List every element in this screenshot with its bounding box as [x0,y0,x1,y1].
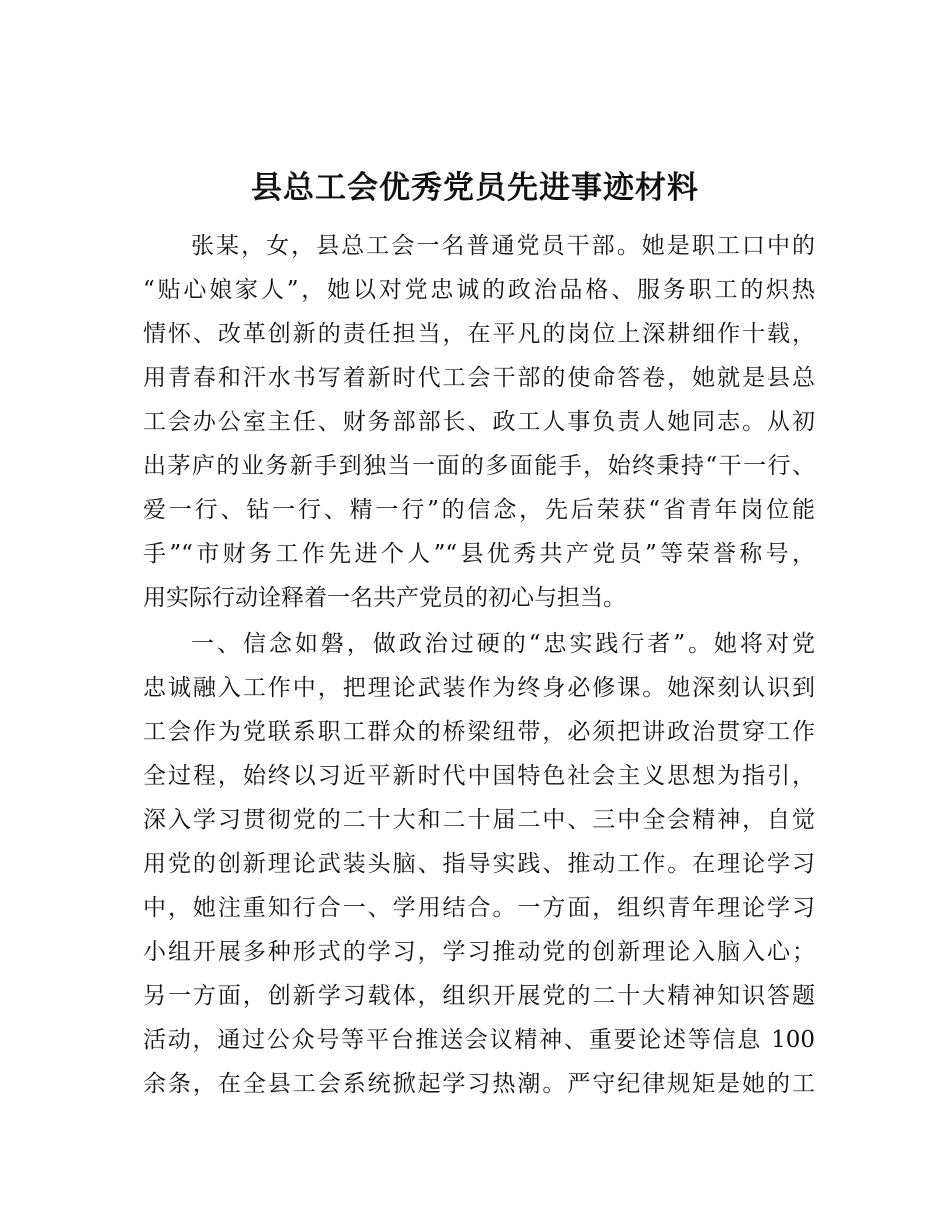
paragraph-line: 爱一行、钻一行、精一行”的信念，先后荣获“省青年岗位能 [143,497,815,523]
paragraph-line: 用实际行动诠释着一名共产党员的初心与担当。 [143,585,626,611]
paragraph-line: 工会办公室主任、财务部部长、政工人事负责人她同志。从初 [143,409,815,435]
paragraph-line: 一、信念如磐，做政治过硬的“忠实践行者”。她将对党 [191,631,815,657]
paragraph-line: 用党的创新理论武装头脑、指导实践、推动工作。在理论学习 [143,851,815,877]
paragraph-line: 全过程，始终以习近平新时代中国特色社会主义思想为指引， [143,763,815,789]
paragraph-line: 深入学习贯彻党的二十大和二十届二中、三中全会精神，自觉 [143,807,815,833]
paragraph-line: 中，她注重知行合一、学用结合。一方面，组织青年理论学习 [143,895,815,921]
paragraph-line: 用青春和汗水书写着新时代工会干部的使命答卷，她就是县总 [143,365,815,391]
paragraph-line: 手”“市财务工作先进个人”“县优秀共产党员”等荣誉称号， [143,541,815,567]
paragraph-line: 张某，女，县总工会一名普通党员干部。她是职工口中的 [191,233,815,259]
paragraph-line: 情怀、改革创新的责任担当，在平凡的岗位上深耕细作十载， [143,321,815,347]
paragraph-line: 小组开展多种形式的学习，学习推动党的创新理论入脑入心； [143,939,815,965]
paragraph-line: 余条，在全县工会系统掀起学习热潮。严守纪律规矩是她的工 [143,1071,815,1097]
paragraph-line: 工会作为党联系职工群众的桥梁纽带，必须把讲政治贯穿工作 [143,719,815,745]
page-title: 县总工会优秀党员先进事迹材料 [251,170,699,206]
paragraph-intro [143,224,815,620]
paragraph-line: 出茅庐的业务新手到独当一面的多面能手，始终秉持“干一行、 [143,453,815,479]
paragraph-line: 另一方面，创新学习载体，组织开展党的二十大精神知识答题 [143,983,815,1009]
paragraph-section-one [143,622,815,1106]
paragraph-line: “贴心娘家人”，她以对党忠诚的政治品格、服务职工的炽热 [143,277,815,303]
paragraph-line: 活动，通过公众号等平台推送会议精神、重要论述等信息 100 [143,1027,815,1053]
paragraph-line: 忠诚融入工作中，把理论武装作为终身必修课。她深刻认识到 [143,675,815,701]
